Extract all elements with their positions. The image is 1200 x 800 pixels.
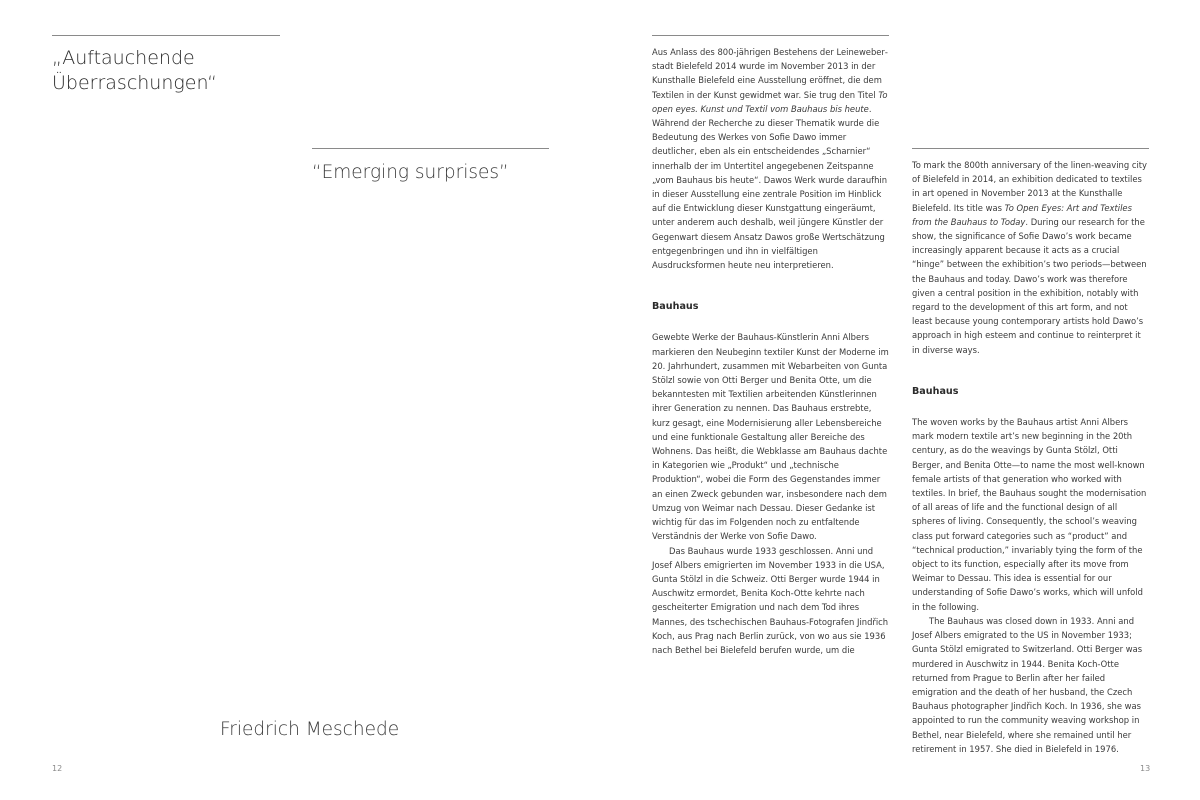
english-intro-paragraph — [912, 158, 1149, 357]
german-section-heading: Bauhaus — [652, 301, 699, 313]
rule-german-column — [652, 35, 889, 36]
german-title — [52, 46, 217, 96]
english-paragraph-1: The woven works by the Bauhaus artist Anni Albers mark modern textile art’s new beginning in the 20th century, as do the weavings by Gunta Stölzl, Otti Berger, and Benita Otte—to name the most well-known female artists of that generation who worked with textiles. In brief, the Bauhaus sought the modernisation of all areas of life and the functional design of all spheres of living. Consequently, the school’s weaving class put forward categories such as “product” and “technical production,” invariably tying the form of the object to its function, especially after its move from Weimar to Dessau. This idea is essential for our understanding of Sofie Dawo’s works, which will unfold in the following. — [912, 417, 1147, 612]
english-exhibition-title: To Open Eyes: Art and Textiles from the Bauhaus to Today — [912, 202, 1132, 227]
german-intro-text-a: Aus Anlass des 800-jährigen Bestehens der Leineweberstadt Bielefeld 2014 wurde im November 2013 in der Kunsthalle Bielefeld eine Ausstellung eröffnet, die dem Textilen in der Kunst gewidmet war. Sie trug den Titel — [652, 47, 888, 100]
rule-title-en — [312, 148, 549, 149]
german-title-line-2: Überraschungen“ — [52, 72, 217, 94]
rule-english-column — [912, 148, 1149, 149]
german-title-line-1: „Auftauchende — [52, 47, 195, 69]
german-exhibition-title: To open eyes. Kunst und Textil vom Bauhaus bis heute — [652, 89, 888, 114]
rule-title-de — [52, 35, 280, 36]
english-title: “Emerging surprises” — [312, 162, 509, 183]
page-number-right: 13 — [1140, 764, 1151, 773]
english-intro-text-b: . During our research for the show, the significance of Sofie Dawo’s work became increasingly apparent because it acts as a crucial “hinge” between the exhibition’s two periods—between the Bauhaus and today. Dawo’s work was therefore given a central position in the exhibition, notably with regard to the development of this art form, and not least because young contemporary artists hold Dawo’s approach in high esteem and continue to reinterpret it in diverse ways. — [912, 216, 1147, 355]
german-paragraph-2: Das Bauhaus wurde 1933 geschlossen. Anni und Josef Albers emigrierten im November 1933 in die USA, Gunta Stölzl in die Schweiz. Otti Berger wurde 1944 in Auschwitz ermordet, Benita Koch-Otte kehrte nach gescheiterter Emigration und nach dem Tod ihres Mannes, des tschechischen Bauhaus-Fotografen Jindřich Koch, aus Prag nach Berlin zurück, von wo aus sie 1936 nach Bethel bei Bielefeld berufen wurde, um die — [652, 545, 889, 655]
german-paragraph-1: Gewebte Werke der Bauhaus-Künstlerin Anni Albers markieren den Neubeginn textiler Kunst der Moderne im 20. Jahrhundert, zusammen mit Webarbeiten von Gunta Stölzl sowie von Otti Berger und Benita Otte, um die bekanntesten mit Textilien arbeitenden Künstlerinnen ihrer Generation zu nennen. Das Bauhaus erstrebte, kurz gesagt, eine Modernisierung aller Lebensbereiche und eine funktionale Gestaltung aller Bereiche des Wohnens. Das heißt, die Webklasse am Bauhaus dachte in Kategorien wie „Produkt“ und „technische Produktion“, wobei die Form des Gegenstandes immer an einen Zweck gebunden war, insbesondere nach dem Umzug von Weimar nach Dessau. Dieser Gedanke ist wichtig für das im Folgenden noch zu entfaltende Verständnis der Werke von Sofie Dawo. — [652, 332, 889, 542]
german-intro-paragraph — [652, 45, 889, 272]
english-text-column — [912, 158, 1149, 756]
english-paragraph-2: The Bauhaus was closed down in 1933. Anni and Josef Albers emigrated to the US in November 1933; Gunta Stölzl emigrated to Switzerland. Otti Berger was murdered in Auschwitz in 1944. Benita Koch-Otte returned from Prague to Berlin after her failed emigration and the death of her husband, the Czech Bauhaus photographer Jindřich Koch. In 1936, she was appointed to run the community weaving workshop in Bethel, near Bielefeld, where she remained until her retirement in 1957. She died in Bielefeld in 1976. — [912, 615, 1143, 754]
page-number-left: 12 — [52, 764, 63, 773]
author-name: Friedrich Meschede — [220, 719, 400, 740]
german-text-column — [652, 45, 889, 657]
english-intro-text-a: To mark the 800th anniversary of the linen-weaving city of Bielefeld in 2014, an exhibition dedicated to textiles in art opened in November 2013 at the Kunsthalle Bielefeld. Its title was — [912, 160, 1148, 213]
english-section-heading: Bauhaus — [912, 385, 959, 397]
german-intro-text-b: . Während der Recherche zu dieser Thematik wurde die Bedeutung des Werkes von Sofie Dawo immer deutlicher, eben als ein entscheidendes „Scharnier“ innerhalb der im Untertitel angegebenen Zeitspanne „vom Bauhaus bis heute“. Dawos Werk wurde daraufhin in dieser Ausstellung eine zentrale Position im Hinblick auf die Entwicklung dieser Kunstgattung eingeräumt, unter anderem auch deshalb, weil jüngere Künstler der Gegenwart diesem Ansatz Dawos große Wertschätzung entgegenbringen und ihn in vielfältigen Ausdrucksformen heute neu interpretieren. — [652, 103, 888, 271]
